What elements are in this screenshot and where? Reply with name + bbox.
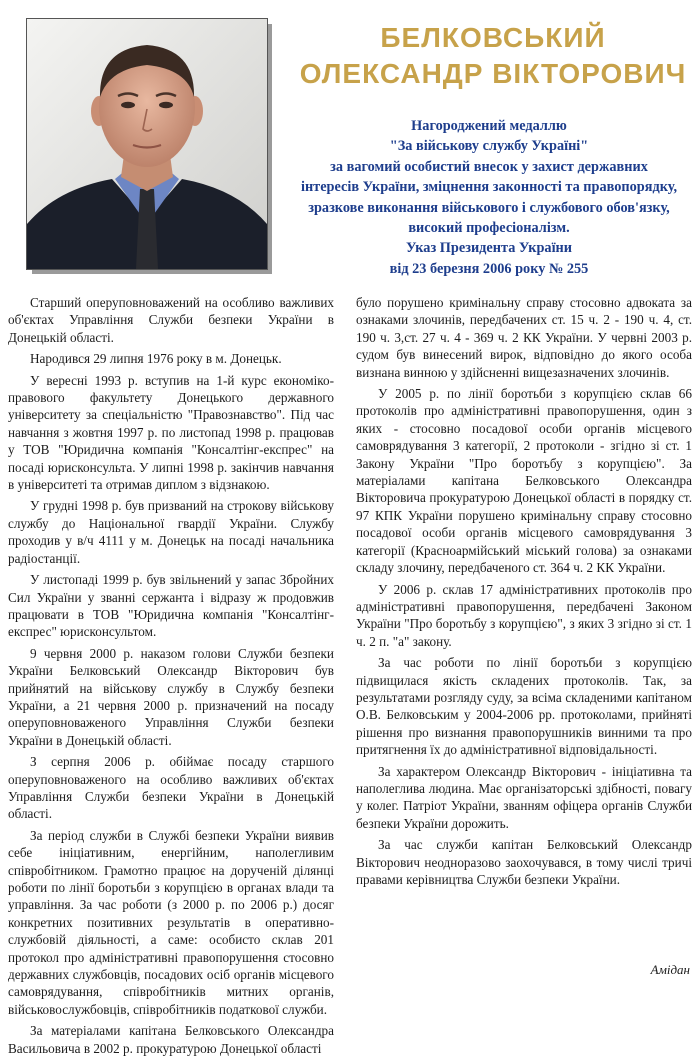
paragraph: За матеріалами капітана Белковського Олександра Васильовича в 2002 р. прокуратурою Донецької області: [8, 1023, 334, 1056]
paragraph: було порушено кримінальну справу стосовно адвоката за ознаками злочинів, передбачених ст. 15 ч. 2 - 190 ч. 4, ст. 190 ч. 3,ст. 27 ч. 4 - 369 ч. 2 КК України. У червні 2003 р. судом був винесений вирок, відповідно до якого особа визнана винною у здійсненні вищезазначених злочинів.: [356, 295, 692, 380]
paragraph: У листопаді 1999 р. був звільнений у запас Збройних Сил України у званні сержанта і відразу ж продовжив працювати в ТОВ "Юридична компанія "Консалтінг-експрес" юрисконсультом.: [8, 572, 334, 640]
award-line: від 23 березня 2006 року № 255: [389, 260, 589, 277]
award-line: за вагомий особистий внесок у захист державних: [330, 158, 648, 175]
paragraph: За період служби в Службі безпеки України виявив себе ініціативним, енергійним, наполегливим співробітником. Грамотно працює на дорученій ділянці роботи по лінії боротьби з корупцією в органах влади та управління. За час роботи (з 2000 р. по 2006 р.) досяг конкретних позитивних результатів в оперативно-службовій діяльності, а саме: особисто склав 201 протокол про адміністративні правопорушення стосовно державних службовців, посадових осіб органів місцевого самоврядування, співробітників митних органів, військовослужбовців, співробітників податкової служби.: [8, 827, 334, 1017]
paragraph: У вересні 1993 р. вступив на 1-й курс економіко-правового факультету Донецького державного університету за спеціальністю "Правознавство". Під час навчання з жовтня 1997 р. по листопад 1998 р. працював у ТОВ "Юридична компанія "Консалтінг-експрес" на посаді юрисконсульта. У липні 1998 р. закінчив навчання в університеті та отримав диплом з відзнакою.: [8, 372, 334, 493]
award-line: інтересів України, зміцнення законності та правопорядку,: [300, 179, 678, 196]
person-given-names: ОЛЕКСАНДР ВІКТОРОВИЧ: [299, 58, 687, 89]
award-line: зразкове виконання військового і службового обов'язку,: [308, 199, 670, 216]
portrait-frame: [26, 18, 272, 274]
paragraph: Старший оперуповноважений на особливо важливих об'єктах Управління Служби безпеки України в Донецькій області.: [8, 295, 334, 345]
right-text-column: [356, 294, 692, 892]
person-name: [290, 20, 696, 92]
award-block: [282, 116, 696, 279]
paragraph: У грудні 1998 р. був призваний на строкову військову службу до Національної гвардії України. Службу проходив у в/ч 4111 у м. Донецьк на посаді начальника радіостанції.: [8, 498, 334, 566]
paragraph: 9 червня 2000 р. наказом голови Служби безпеки України Белковський Олександр Вікторович був прийнятий на військову службу в Службу безпеки України, а 21 червня 2000 р. призначений на посаду оперуповноваженого Управління Служби безпеки України в Донецькій області.: [8, 645, 334, 748]
paragraph: У 2005 р. по лінії боротьби з корупцією склав 66 протоколів про адміністративні правопорушення, один з яких - стосовно посадової особи органів місцевого самоврядування 3 категорії, 2 протоколи - згідно зі ст. 1 Закону України "Про боротьбу з корупцією". За матеріалами капітана Белковського Олександра Вікторовича прокуратурою Донецької області в порядку ст. 97 КПК України порушено кримінальну справу стосовно посадової особи органів місцевого самоврядування 3 категорії (Красноармійський міський голова) за ознаками складу злочину, передбаченого ст. 364 ч. 2 КК України.: [356, 386, 692, 576]
paragraph: З серпня 2006 р. обіймає посаду старшого оперуповноваженого на особливо важливих об'єктах Управління Служби безпеки України в Донецькій області.: [8, 754, 334, 822]
paragraph: За час роботи по лінії боротьби з корупцією підвищилася якість складених протоколів. Так, за результатами розгляду суду, за всіма складеними капітаном О.В. Белковським у 2004-2006 рр. протоколами, прийняті рішення про визнання правопорушників винними та про притягнення їх до адміністративної відповідальності.: [356, 655, 692, 758]
left-text-column: [8, 294, 334, 1061]
paragraph: За час служби капітан Белковський Олександр Вікторович неодноразово заохочувався, в тому числі тричі правами керівництва Служби безпеки України.: [356, 837, 692, 887]
award-line: "За військову службу Україні": [389, 138, 589, 155]
portrait-photo: [26, 18, 268, 270]
award-line: Нагороджений медаллю: [411, 118, 567, 134]
paragraph: За характером Олександр Вікторович - ініціативна та наполеглива людина. Має організаторські здібності, повагу у колег. Патріот України, званням офіцера органів Служби безпеки України дорожить.: [356, 763, 692, 831]
person-surname: БЕЛКОВСЬКИЙ: [380, 22, 606, 53]
paragraph: У 2006 р. склав 17 адміністративних протоколів про адміністративні правопорушення, передбачені Законом України "Про боротьбу з корупцією", з яких 3 згідно зі ст. 1 ч. 2 п. "а" закону.: [356, 581, 692, 649]
award-line: Указ Президента України: [405, 240, 573, 257]
award-line: високий професіоналізм.: [408, 220, 570, 237]
author-signature: Амідан: [650, 962, 690, 977]
paragraph: Народився 29 липня 1976 року в м. Донецьк.: [30, 351, 282, 367]
